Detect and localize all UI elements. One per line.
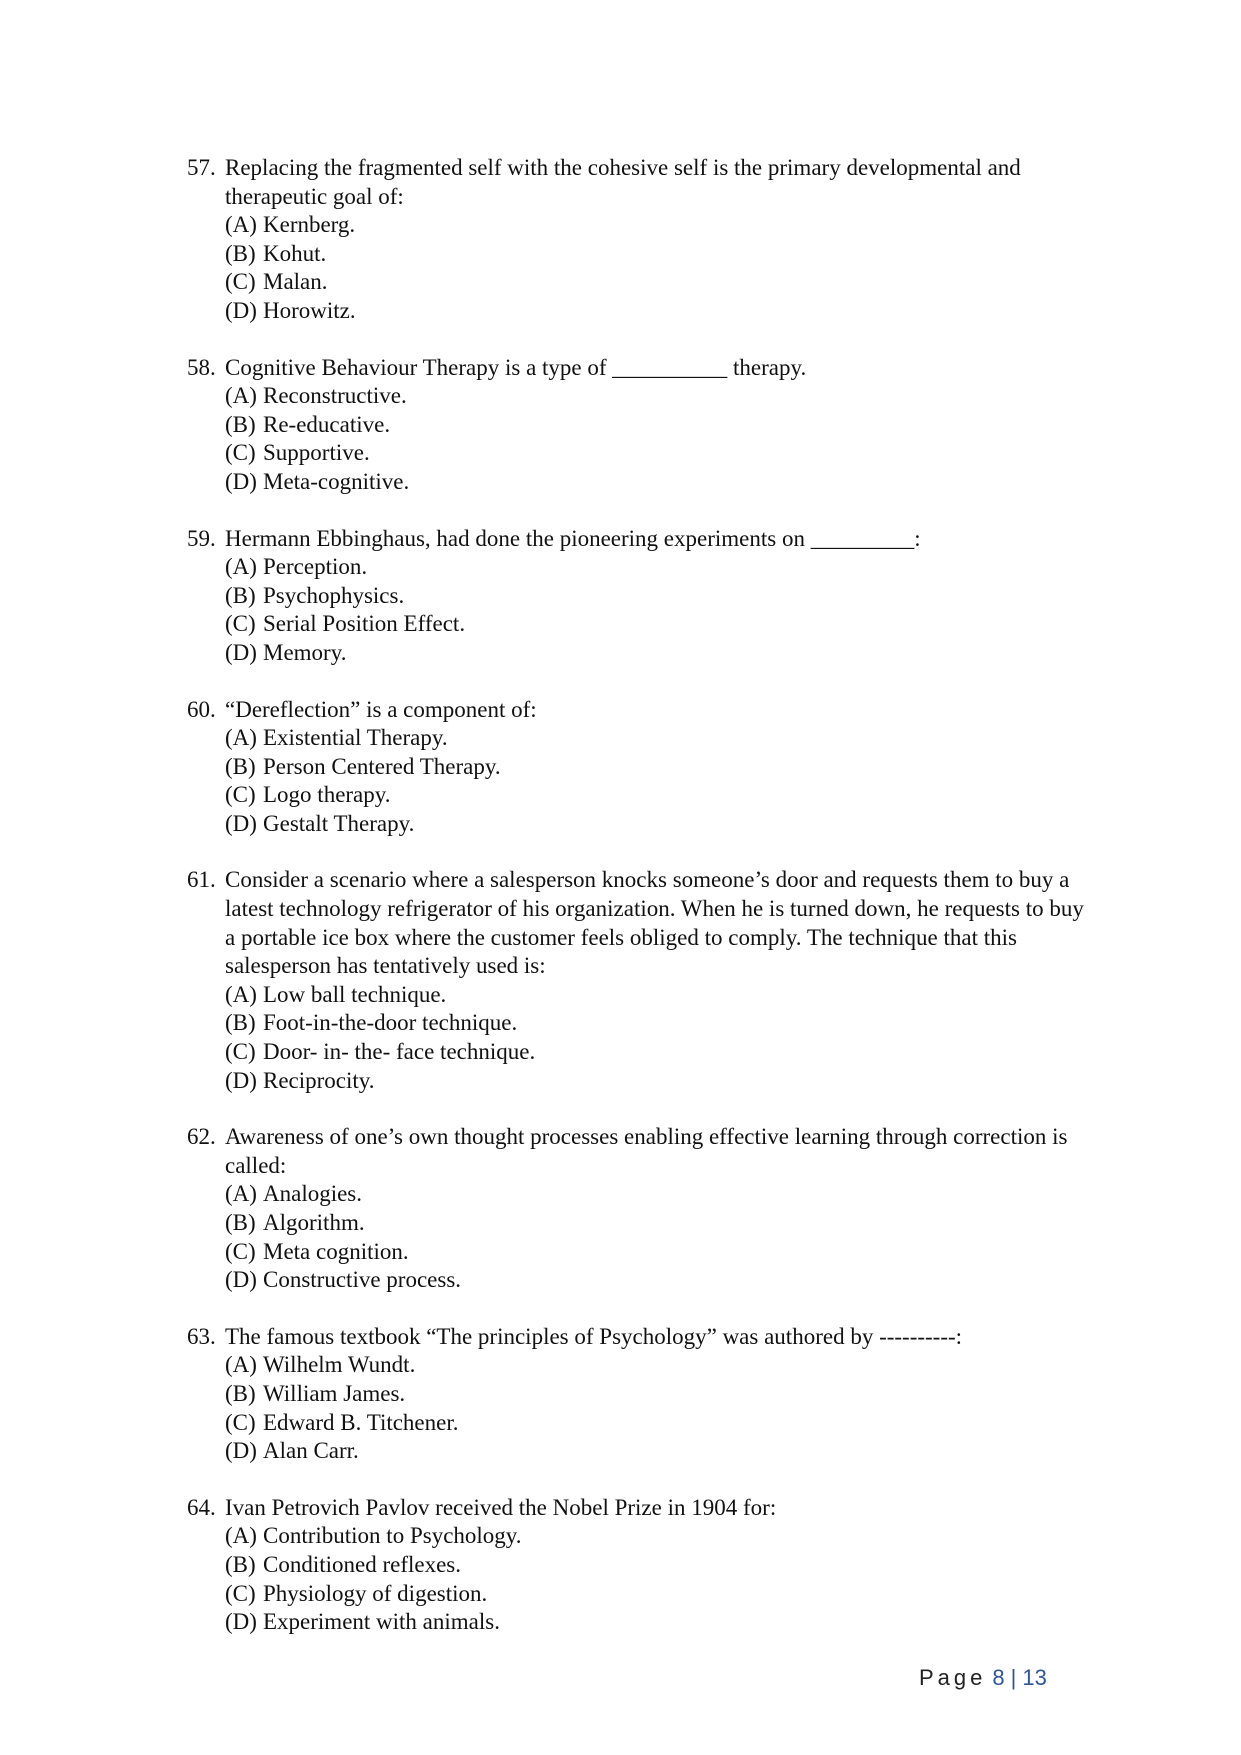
question-62	[187, 1123, 1087, 1295]
option-a	[225, 553, 1087, 582]
options-list	[187, 1180, 1087, 1294]
option-label: (C)	[225, 1238, 256, 1264]
option-b	[225, 1209, 1087, 1238]
option-a	[225, 211, 1087, 240]
question-63	[187, 1323, 1087, 1466]
option-text: Kernberg.	[263, 212, 356, 238]
option-label: (A)	[225, 1181, 257, 1207]
option-label: (C)	[225, 440, 256, 466]
question-text: The famous textbook “The principles of Psychology” was authored by ----------:	[225, 1323, 963, 1349]
question-text: Hermann Ebbinghaus, had done the pioneering experiments on _________:	[225, 525, 921, 551]
option-d	[225, 468, 1087, 497]
options-list	[187, 1522, 1087, 1636]
option-label: (D)	[225, 1267, 257, 1293]
option-d	[225, 810, 1087, 839]
option-text: Physiology of digestion.	[263, 1580, 488, 1606]
question-60	[187, 696, 1087, 839]
option-text: Horowitz.	[263, 297, 356, 323]
option-label: (D)	[225, 639, 257, 665]
options-list	[187, 724, 1087, 838]
option-b	[225, 411, 1087, 440]
option-a	[225, 1180, 1087, 1209]
option-text: Person Centered Therapy.	[263, 753, 501, 779]
option-a	[225, 724, 1087, 753]
page-separator: |	[1010, 1665, 1017, 1690]
option-label: (D)	[225, 810, 257, 836]
question-list	[187, 154, 1087, 1665]
option-text: Logo therapy.	[263, 782, 391, 808]
option-a	[225, 1522, 1087, 1551]
page-number: 8	[992, 1665, 1005, 1690]
option-text: Experiment with animals.	[263, 1609, 500, 1635]
option-label: (A)	[225, 725, 257, 751]
option-label: (B)	[225, 1380, 256, 1406]
option-label: (A)	[225, 981, 257, 1007]
question-text: Replacing the fragmented self with the cohesive self is the primary developmental and therapeutic goal of:	[225, 155, 1021, 209]
option-text: Reciprocity.	[263, 1067, 375, 1093]
option-text: Meta cognition.	[263, 1238, 409, 1264]
question-number: 57.	[187, 155, 216, 180]
option-d	[225, 1067, 1087, 1096]
option-b	[225, 753, 1087, 782]
option-b	[225, 1551, 1087, 1580]
option-c	[225, 1409, 1087, 1438]
option-a	[225, 1351, 1087, 1380]
option-c	[225, 268, 1087, 297]
question-number: 63.	[187, 1323, 216, 1349]
page-word: Page	[919, 1665, 987, 1690]
option-label: (C)	[225, 269, 256, 295]
question-59	[187, 525, 1087, 668]
option-d	[225, 639, 1087, 668]
option-label: (B)	[225, 753, 256, 779]
option-text: Conditioned reflexes.	[263, 1551, 462, 1577]
option-text: Contribution to Psychology.	[263, 1523, 522, 1549]
option-text: Malan.	[263, 269, 328, 295]
question-number: 58.	[187, 354, 216, 380]
option-label: (B)	[225, 1210, 256, 1235]
option-a	[225, 382, 1087, 411]
option-c	[225, 610, 1087, 639]
option-c	[225, 781, 1087, 810]
option-c	[225, 1238, 1087, 1267]
option-label: (C)	[225, 782, 256, 808]
question-text: Ivan Petrovich Pavlov received the Nobel Prize in 1904 for:	[225, 1494, 777, 1520]
option-label: (B)	[225, 1010, 256, 1036]
option-text: Existential Therapy.	[263, 725, 448, 751]
option-text: Wilhelm Wundt.	[263, 1352, 416, 1378]
option-label: (B)	[225, 411, 256, 437]
option-label: (D)	[225, 1438, 257, 1464]
option-text: Gestalt Therapy.	[263, 810, 415, 836]
option-text: Door- in- the- face technique.	[263, 1039, 536, 1065]
option-a	[225, 981, 1087, 1010]
option-b	[225, 1380, 1087, 1409]
option-text: Low ball technique.	[263, 981, 447, 1007]
question-number: 62.	[187, 1124, 216, 1150]
option-label: (A)	[225, 212, 257, 238]
option-d	[225, 297, 1087, 326]
question-number: 64.	[187, 1494, 216, 1520]
options-list	[187, 382, 1087, 496]
options-list	[187, 981, 1087, 1095]
option-text: Algorithm.	[263, 1210, 365, 1235]
option-text: William James.	[263, 1380, 406, 1406]
option-text: Perception.	[263, 554, 368, 580]
question-number: 61.	[187, 867, 216, 893]
option-label: (D)	[225, 1609, 257, 1635]
option-label: (B)	[225, 1551, 256, 1577]
option-b	[225, 582, 1087, 611]
option-label: (D)	[225, 1067, 257, 1093]
question-text: Consider a scenario where a salesperson knocks someone’s door and requests them to buy a latest technology refrigerator of his organization. When he is turned down, he requests to buy a portable ice box where the customer feels obliged to comply. The technique that this salesperson has tentatively used is:	[225, 867, 1084, 979]
option-text: Supportive.	[263, 440, 370, 466]
question-64	[187, 1494, 1087, 1637]
question-number: 60.	[187, 696, 216, 722]
question-number: 59.	[187, 525, 216, 551]
option-label: (D)	[225, 468, 257, 494]
option-text: Analogies.	[263, 1181, 363, 1207]
question-text: Cognitive Behaviour Therapy is a type of __________ therapy.	[225, 354, 807, 380]
option-label: (C)	[225, 1409, 256, 1435]
option-text: Constructive process.	[263, 1267, 462, 1293]
option-text: Kohut.	[263, 240, 327, 266]
option-c	[225, 1038, 1087, 1067]
option-label: (C)	[225, 1039, 256, 1065]
options-list	[187, 1351, 1087, 1465]
option-d	[225, 1608, 1087, 1637]
option-text: Meta-cognitive.	[263, 468, 410, 494]
options-list	[187, 553, 1087, 667]
option-b	[225, 240, 1087, 269]
option-text: Re-educative.	[263, 411, 391, 437]
option-b	[225, 1009, 1087, 1038]
total-pages: 13	[1022, 1665, 1047, 1690]
option-label: (C)	[225, 1580, 256, 1606]
question-text: Awareness of one’s own thought processes enabling effective learning through correction is called:	[225, 1124, 1068, 1178]
option-c	[225, 439, 1087, 468]
question-58	[187, 354, 1087, 497]
option-label: (A)	[225, 1523, 257, 1549]
option-label: (A)	[225, 1352, 257, 1378]
option-text: Reconstructive.	[263, 383, 407, 409]
option-text: Alan Carr.	[263, 1438, 359, 1464]
option-label: (D)	[225, 297, 257, 323]
option-text: Foot-in-the-door technique.	[263, 1010, 518, 1036]
option-label: (B)	[225, 582, 256, 608]
option-c	[225, 1580, 1087, 1609]
option-label: (A)	[225, 383, 257, 409]
options-list	[187, 211, 1087, 325]
question-57	[187, 154, 1087, 326]
option-label: (B)	[225, 240, 256, 266]
option-label: (A)	[225, 554, 257, 580]
option-d	[225, 1437, 1087, 1466]
option-text: Memory.	[263, 639, 347, 665]
question-61	[187, 866, 1087, 1095]
option-text: Edward B. Titchener.	[263, 1409, 459, 1435]
option-text: Serial Position Effect.	[263, 611, 466, 637]
option-label: (C)	[225, 611, 256, 637]
page-footer	[919, 1665, 1047, 1691]
question-text: “Dereflection” is a component of:	[225, 696, 537, 722]
option-d	[225, 1266, 1087, 1295]
option-text: Psychophysics.	[263, 582, 405, 608]
